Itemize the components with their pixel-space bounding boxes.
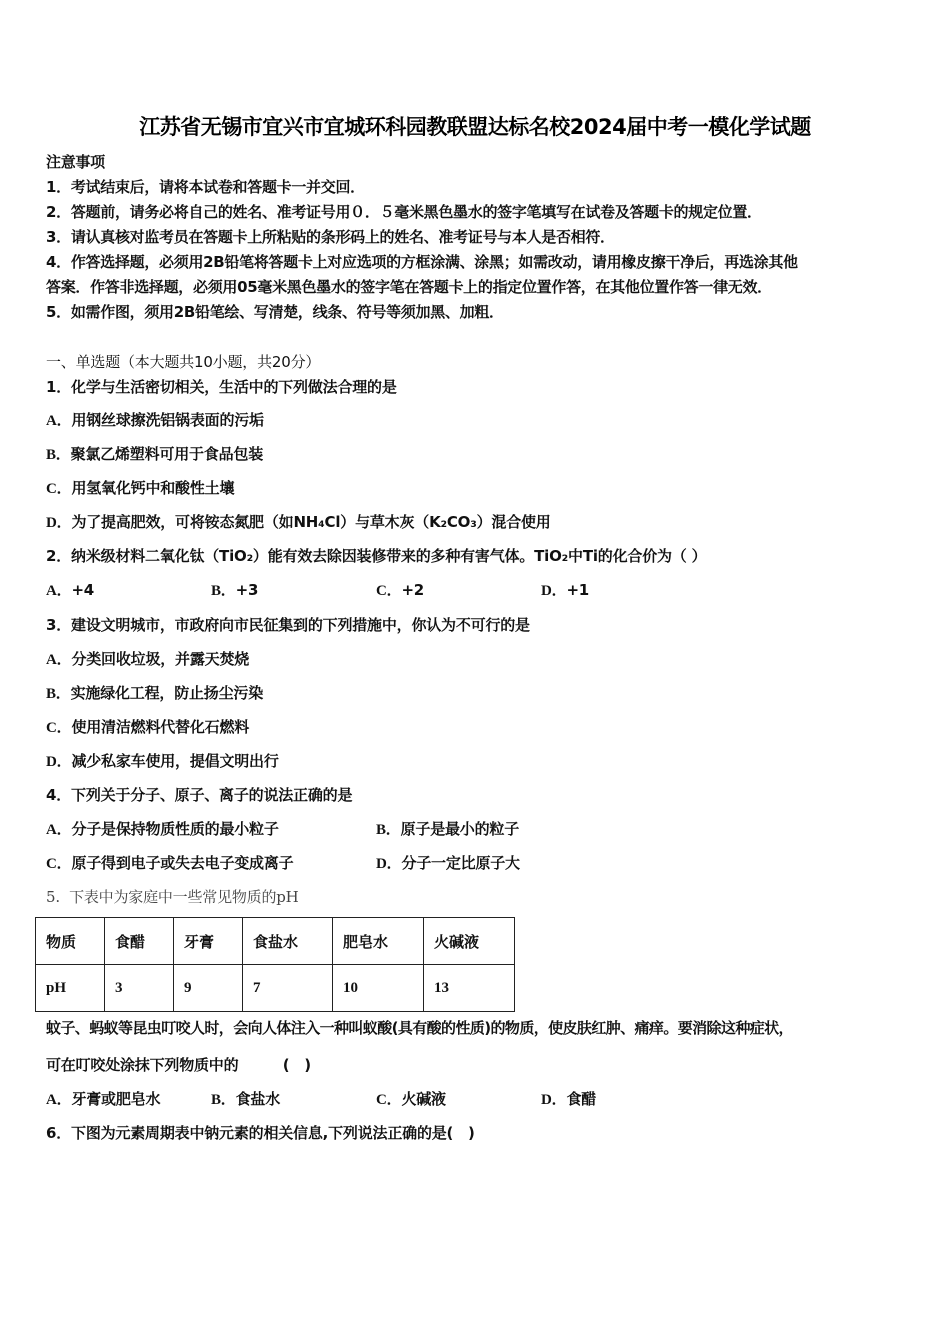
question-5-stem: 5. 下表中为家庭中一些常见物质的pH: [46, 888, 299, 906]
q1-option-d[interactable]: D．为了提高肥效，可将铵态氮肥（如NH₄Cl）与草木灰（K₂CO₃）混合使用: [46, 513, 551, 531]
table-header-row: [36, 918, 515, 965]
question-5-body: 可在叮咬处涂抹下列物质中的 ( ): [46, 1056, 311, 1074]
notice-item: 答案．作答非选择题，必须用05毫米黑色墨水的签字笔在答题卡上的指定位置作答，在其他位置作答一律无效．: [46, 278, 772, 296]
q5-option-a[interactable]: A．牙膏或肥皂水: [46, 1090, 161, 1108]
q4-option-c[interactable]: C．原子得到电子或失去电子变成离子: [46, 854, 294, 872]
section-heading: 一、单选题（本大题共10小题，共20分）: [46, 353, 321, 371]
q2-option-a[interactable]: A．+4: [46, 581, 95, 599]
question-1-stem: 1．化学与生活密切相关，生活中的下列做法合理的是: [46, 378, 397, 396]
q3-option-c[interactable]: C．使用清洁燃料代替化石燃料: [46, 718, 250, 736]
table-cell: pH: [36, 965, 105, 1012]
table-cell: 3: [105, 965, 174, 1012]
table-cell: 火碱液: [424, 918, 515, 965]
question-4-stem: 4．下列关于分子、原子、离子的说法正确的是: [46, 786, 353, 804]
table-cell: 食盐水: [243, 918, 333, 965]
question-5-body: 蚊子、蚂蚁等昆虫叮咬人时，会向人体注入一种叫蚁酸(具有酸的性质)的物质，使皮肤红肿、痛痒。要消除这种症状，: [46, 1019, 793, 1037]
question-2-stem: 2．纳米级材料二氧化钛（TiO₂）能有效去除因装修带来的多种有害气体。TiO₂中Ti的化合价为（ ）: [46, 547, 707, 565]
ph-table: [35, 917, 515, 1012]
question-3-stem: 3．建设文明城市，市政府向市民征集到的下列措施中，你认为不可行的是: [46, 616, 530, 634]
question-6-stem: 6．下图为元素周期表中钠元素的相关信息,下列说法正确的是( ): [46, 1124, 475, 1142]
exam-title: 江苏省无锡市宜兴市宜城环科园教联盟达标名校2024届中考一模化学试题: [139, 115, 811, 139]
notice-item: 2．答题前，请务必将自己的姓名、准考证号用０．５毫米黑色墨水的签字笔填写在试卷及答题卡的规定位置．: [46, 203, 762, 221]
q2-option-c[interactable]: C．+2: [376, 581, 425, 599]
q2-option-b[interactable]: B．+3: [211, 581, 259, 599]
q5-option-c[interactable]: C．火碱液: [376, 1090, 446, 1108]
q3-option-b[interactable]: B．实施绿化工程，防止扬尘污染: [46, 684, 264, 702]
q1-option-a[interactable]: A．用钢丝球擦洗铝锅表面的污垢: [46, 411, 264, 429]
notice-item: 3．请认真核对监考员在答题卡上所粘贴的条形码上的姓名、准考证号与本人是否相符．: [46, 228, 615, 246]
table-cell: 食醋: [105, 918, 174, 965]
q1-option-b[interactable]: B．聚氯乙烯塑料可用于食品包装: [46, 445, 264, 463]
table-row: [36, 965, 515, 1012]
q3-option-d[interactable]: D．减少私家车使用，提倡文明出行: [46, 752, 279, 770]
table-cell: 肥皂水: [333, 918, 424, 965]
notice-heading: 注意事项: [46, 153, 105, 171]
table-cell: 7: [243, 965, 333, 1012]
q5-option-b[interactable]: B．食盐水: [211, 1090, 281, 1108]
q4-option-a[interactable]: A．分子是保持物质性质的最小粒子: [46, 820, 279, 838]
q2-option-d[interactable]: D．+1: [541, 581, 590, 599]
q3-option-a[interactable]: A．分类回收垃圾，并露天焚烧: [46, 650, 250, 668]
notice-item: 4．作答选择题，必须用2B铅笔将答题卡上对应选项的方框涂满、涂黑；如需改动，请用橡皮擦干净后，再选涂其他: [46, 253, 798, 271]
table-cell: 物质: [36, 918, 105, 965]
notice-item: 5．如需作图，须用2B铅笔绘、写清楚，线条、符号等须加黑、加粗．: [46, 303, 504, 321]
table-cell: 9: [174, 965, 243, 1012]
q1-option-c[interactable]: C．用氢氧化钙中和酸性土壤: [46, 479, 235, 497]
notice-item: 1．考试结束后，请将本试卷和答题卡一并交回．: [46, 178, 365, 196]
q4-option-d[interactable]: D．分子一定比原子大: [376, 854, 520, 872]
table-cell: 13: [424, 965, 515, 1012]
q4-option-b[interactable]: B．原子是最小的粒子: [376, 820, 520, 838]
table-cell: 10: [333, 965, 424, 1012]
q5-option-d[interactable]: D．食醋: [541, 1090, 597, 1108]
table-cell: 牙膏: [174, 918, 243, 965]
